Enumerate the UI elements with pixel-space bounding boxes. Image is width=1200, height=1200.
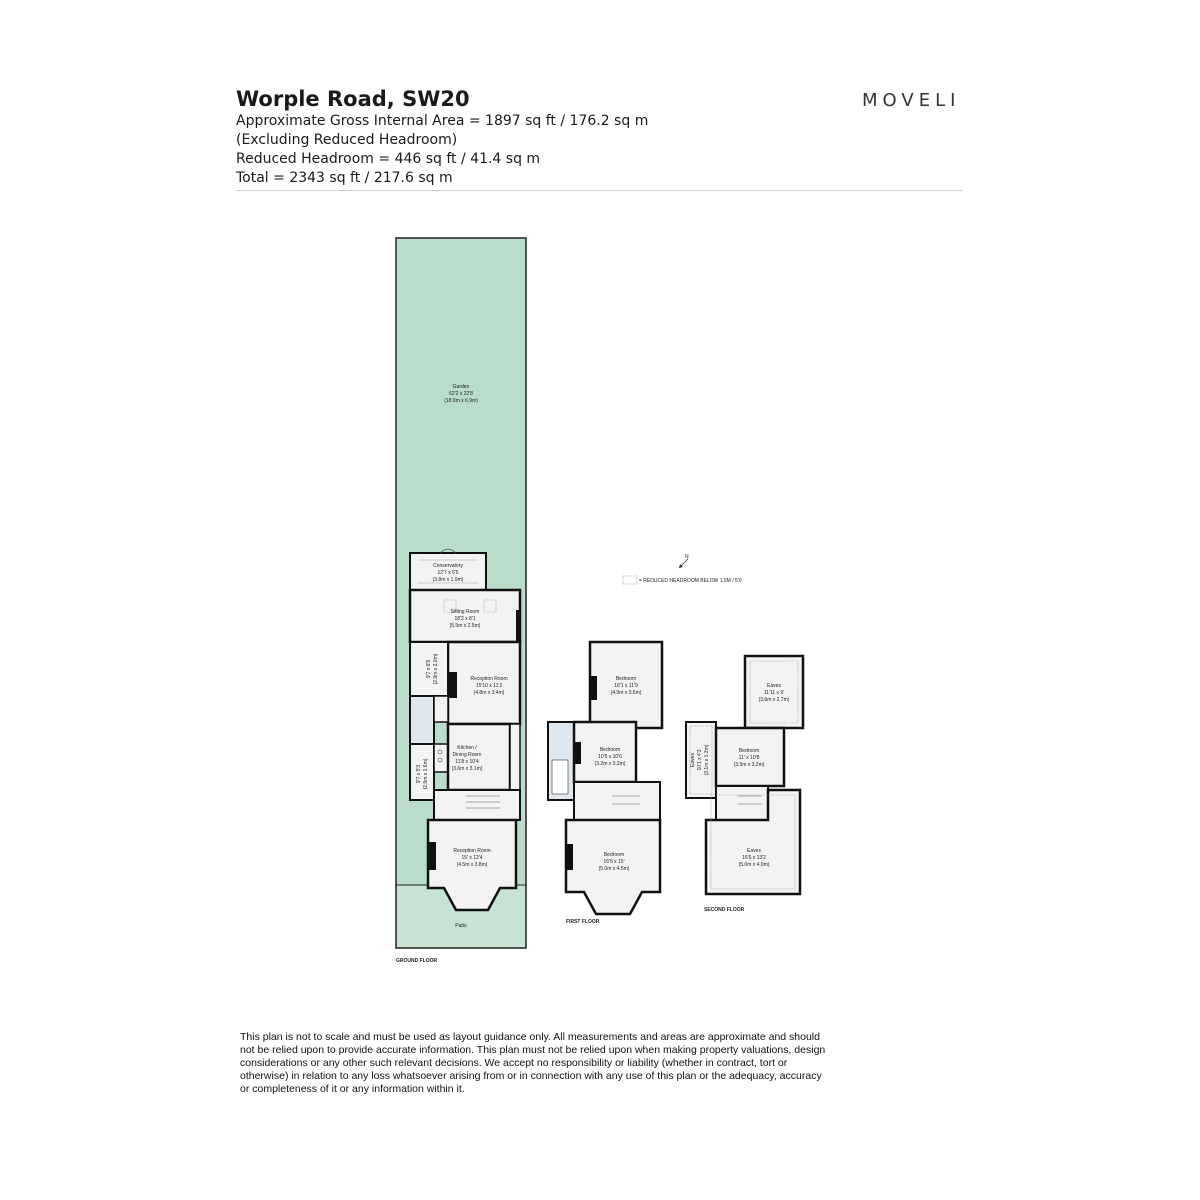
utility-dims: 9'7 x 6'8 — [426, 659, 432, 679]
wc-room — [410, 696, 434, 744]
bedroom-front-name: Bedroom — [603, 852, 625, 858]
eaves-bottom-name: Eaves — [747, 848, 761, 854]
brand-logo: MOVELI — [862, 90, 961, 111]
compass-icon — [679, 554, 689, 568]
bedroom-middle-name: Bedroom — [599, 747, 621, 753]
bedroom-middle-dims: 10'5 x 10'6 — [598, 754, 622, 760]
first-floor-label: FIRST FLOOR — [566, 919, 600, 925]
bedroom-rear-dims: 16'1 x 11'9 — [614, 683, 638, 689]
reception-rear-name: Reception Room — [470, 676, 508, 682]
second-floor-bedroom-metric: (3.3m x 3.2m) — [733, 762, 765, 768]
bedroom-rear-metric: (4.9m x 3.6m) — [610, 690, 642, 696]
conservatory-metric: (3.8m x 1.9m) — [432, 577, 464, 583]
bedroom-front-dims: 16'5 x 15' — [603, 859, 625, 865]
eaves-left-dims: 10'1 x 4'3 — [697, 749, 703, 771]
gross-area-line: Approximate Gross Internal Area = 1897 sq ft / 176.2 sq m — [236, 113, 649, 129]
reception-front-dims: 15' x 12'4 — [461, 855, 483, 861]
store-metric: (2.9m x 1.6m) — [423, 758, 429, 790]
second-floor-plan — [686, 656, 803, 913]
first-floor-plan — [548, 642, 662, 925]
total-area-line: Total = 2343 sq ft / 217.6 sq m — [236, 170, 453, 186]
reception-rear-metric: (4.8m x 3.4m) — [473, 690, 505, 696]
bedroom-front-metric: (5.0m x 4.5m) — [598, 866, 630, 872]
garden-dims: 62'2 x 22'8 — [449, 391, 473, 397]
eaves-left-metric: (3.1m x 1.3m) — [704, 744, 710, 776]
first-floor-landing — [574, 782, 660, 820]
excluding-note-line: (Excluding Reduced Headroom) — [236, 132, 458, 148]
store-room — [410, 744, 434, 800]
sitting-room-dims: 18'2 x 8'1 — [454, 616, 476, 622]
reception-rear-dims: 15'10 x 11'2 — [475, 683, 503, 689]
ground-floor-plan — [396, 238, 526, 964]
eaves-top-name: Eaves — [767, 683, 781, 689]
reception-front-name: Reception Room — [453, 848, 491, 854]
second-floor-label: SECOND FLOOR — [704, 907, 745, 913]
bedroom-middle-metric: (3.2m x 3.2m) — [594, 761, 626, 767]
svg-text:N: N — [685, 554, 689, 560]
reduced-headroom-legend: = REDUCED HEADROOM BELOW 1.5M / 5'0 — [639, 578, 742, 584]
sitting-room-metric: (5.5m x 2.5m) — [449, 623, 481, 629]
eaves-bottom-metric: (5.0m x 4.0m) — [738, 862, 770, 868]
kitchen-name-line2: Dining Room — [452, 752, 482, 758]
bedroom-rear-name: Bedroom — [615, 676, 637, 682]
patio-label: Patio — [455, 923, 467, 929]
second-floor-landing — [716, 786, 768, 820]
conservatory-name: Conservatory — [433, 563, 463, 569]
utility-metric: (2.9m x 2.0m) — [433, 653, 439, 685]
eaves-bottom-dims: 16'6 x 13'2 — [742, 855, 766, 861]
conservatory-dims: 12'7 x 6'5 — [437, 570, 459, 576]
eaves-left-name: Eaves — [690, 753, 696, 767]
disclaimer-text: This plan is not to scale and must be used as layout guidance only. All measurements and areas are approximate and should not be relied upon to provide accurate information. This plan must not be relied upon when making property valuations, design considerations or any other such relevant decisions. We accept no responsibility or liability (whether in contract, tort or otherwise) in relation to any loss whatsoever arising from or in connection with any use of this plan or the adequacy, accuracy or completeness of it or any information within it. — [240, 1031, 826, 1095]
second-floor-bedroom-dims: 11' x 10'8 — [738, 755, 760, 761]
garden-metric: (18.9m x 6.9m) — [444, 398, 478, 404]
plan-title: Worple Road, SW20 — [236, 87, 470, 111]
eaves-top-metric: (3.6m x 2.7m) — [758, 697, 790, 703]
svg-text:Reception Room15'10 x 11'2(4.8 — [470, 676, 507, 696]
reduced-headroom-swatch — [623, 576, 637, 584]
sitting-room-name: Sitting Room — [450, 609, 480, 615]
reduced-headroom-line: Reduced Headroom = 446 sq ft / 41.4 sq m — [236, 151, 541, 167]
reception-front-metric: (4.5m x 3.8m) — [456, 862, 488, 868]
garden-name: Garden — [452, 384, 470, 390]
kitchen-name: Kitchen / — [457, 745, 477, 751]
kitchen-dims: 11'8 x 10'4 — [455, 759, 479, 765]
ground-floor-label: GROUND FLOOR — [396, 958, 438, 964]
second-floor-bedroom-name: Bedroom — [738, 748, 760, 754]
kitchen-metric: (3.6m x 3.1m) — [451, 766, 483, 772]
eaves-top-dims: 11'11 x 9' — [763, 690, 785, 696]
hallway — [434, 790, 520, 820]
store-dims: 9'7 x 5'3 — [416, 764, 422, 784]
